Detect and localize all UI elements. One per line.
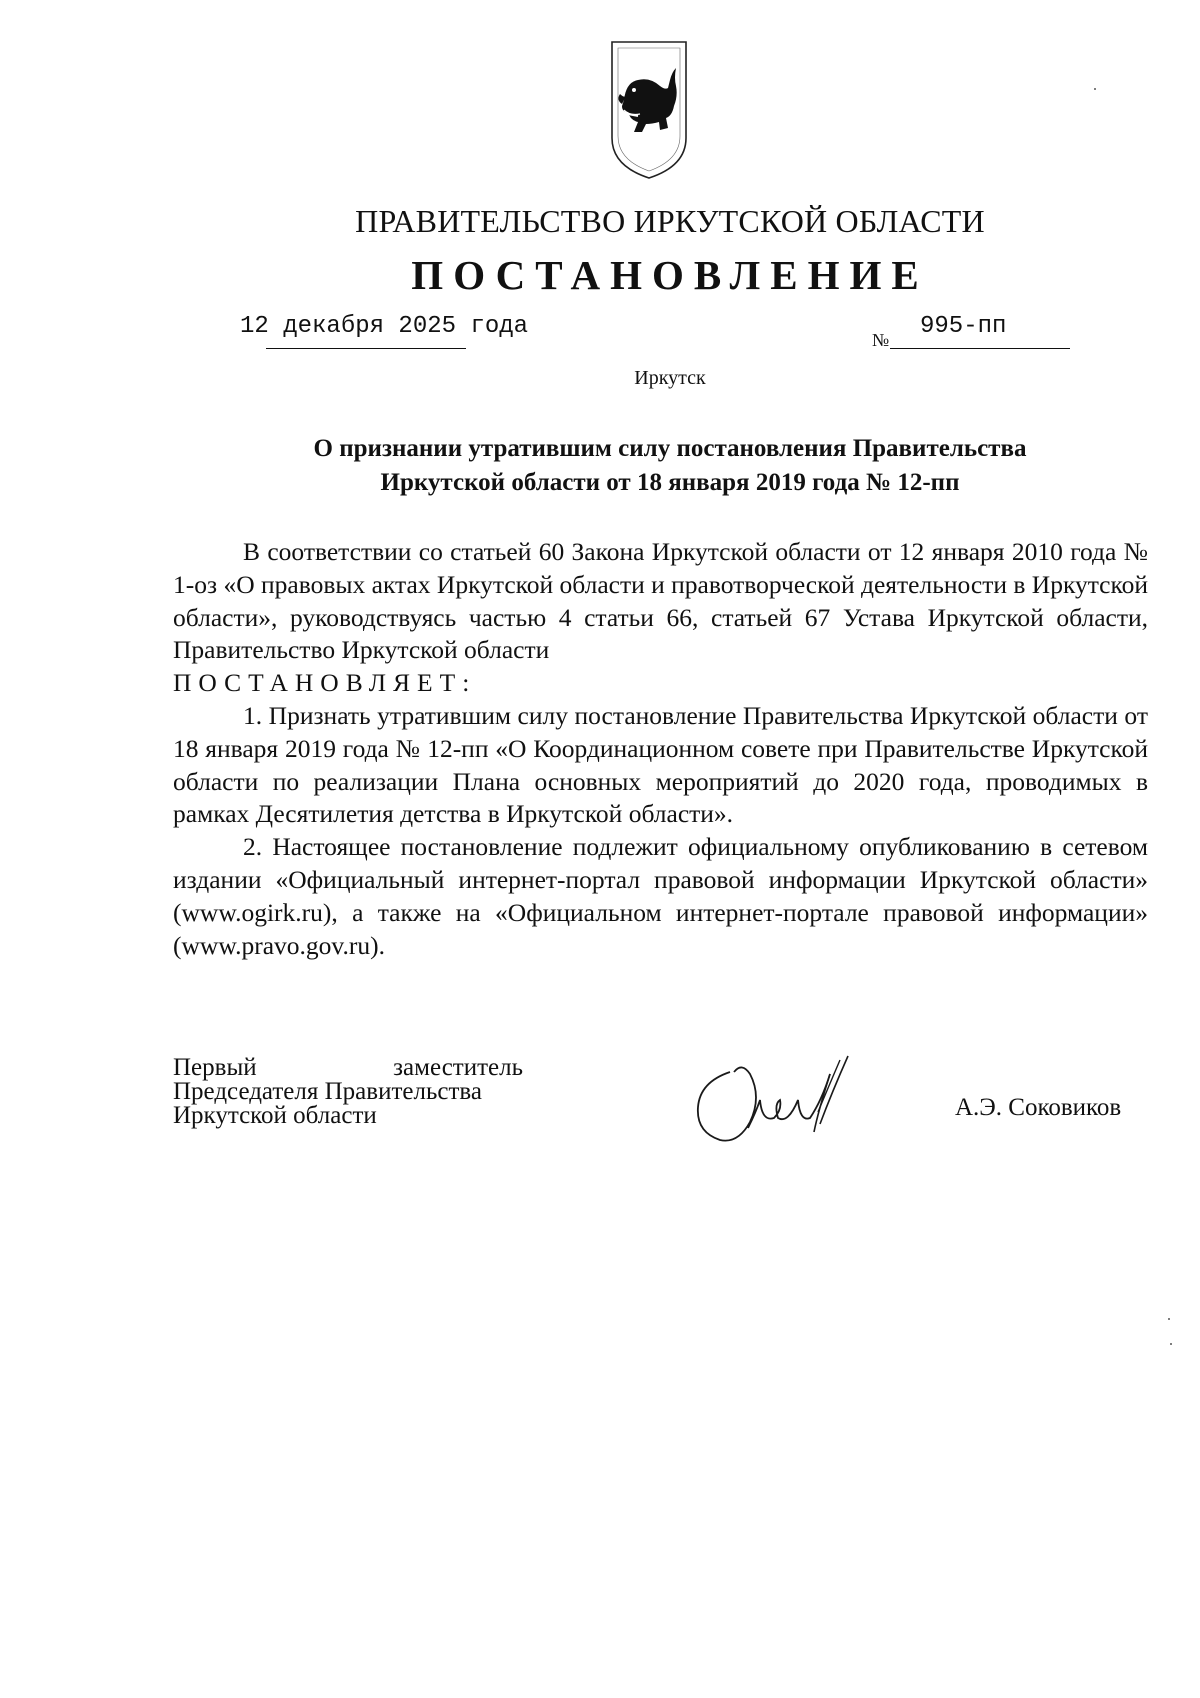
organization-name: ПРАВИТЕЛЬСТВО ИРКУТСКОЙ ОБЛАСТИ [355,203,985,239]
document-number: 995-пп [920,313,1007,340]
coat-of-arms-emblem [610,40,688,180]
document-date: 12 декабря 2025 года [240,313,529,340]
document-title [200,432,1140,500]
item-1-paragraph: 1. Признать утратившим силу постановление Правительства Иркутской области от 18 января 2019 года № 12-пп «О Координационном совете при Правительстве Иркутской области по реализации Плана основных мероприятий до 2020 года, проводимых в рамках Десятилетия детства в Иркутской области». [173,700,1148,829]
title-line-1: О признании утратившим силу постановления Правительства [313,435,1027,462]
scan-speck [1168,1318,1170,1320]
number-sign: № [872,330,890,350]
title-line-2: Иркутской области от 18 января 2019 года № 12-пп [380,469,960,496]
position-line-1: Первый заместитель [173,1054,523,1081]
position-line-3: Иркутской области [173,1102,377,1129]
signatory-position [173,1056,523,1128]
position-line-2: Председателя Правительства [173,1078,482,1105]
preamble-paragraph: В соответствии со статьей 60 Закона Иркутской области от 12 января 2010 года № 1-оз «О правовых актах Иркутской области и правотворческой деятельности в Иркутской области», руководствуясь частью 4 статьи 66, статьей 67 Устава Иркутской области, Правительство Иркутской области [173,537,1148,665]
document-city: Иркутск [634,367,706,389]
date-underline [266,348,466,349]
handwritten-signature [690,1052,910,1152]
document-body [173,536,1148,962]
signer-name: А.Э. Соковиков [955,1094,1122,1121]
scan-speck [1094,88,1096,90]
item-2-paragraph: 2. Настоящее постановление подлежит официальному опубликованию в сетевом издании «Официальный интернет-портал правовой информации Иркутской области» (www.ogirk.ru), а также на «Официальном интернет-портале правовой информации» (www.pravo.gov.ru). [173,832,1148,960]
decree-word: ПОСТАНОВЛЯЕТ: [173,668,477,698]
document-type-heading: ПОСТАНОВЛЕНИЕ [411,252,929,298]
scan-speck [1170,1343,1172,1345]
number-underline [890,348,1070,349]
